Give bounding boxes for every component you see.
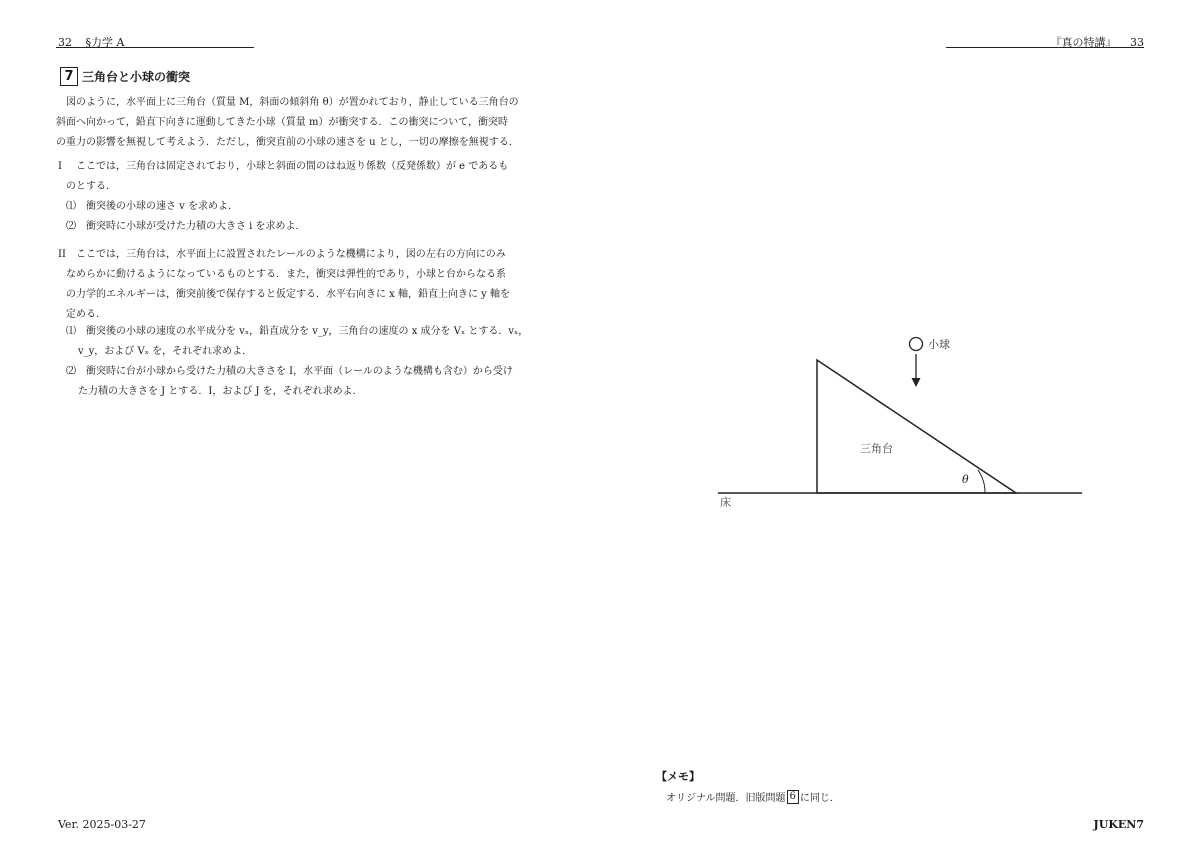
ball-label: 小球 (928, 338, 950, 351)
part2-line: の力学的エネルギーは，衝突前後で保存すると仮定する．水平右向きに x 軸，鉛直上向きに y 軸を (66, 289, 511, 300)
right-book-title: 『真の特講』 (1050, 36, 1117, 49)
memo-text-before: オリジナル問題．旧版問題 (666, 793, 786, 804)
left-page-number: 32 (58, 36, 72, 49)
angle-label: θ (962, 473, 969, 486)
brand-label: JUKEN7 (1093, 818, 1144, 831)
part1-question-1: ⑴ 衝突後の小球の速さ v を求めよ． (66, 201, 239, 212)
memo-text-after: に同じ． (799, 793, 840, 804)
part2-questions (66, 322, 528, 402)
floor-label: 床 (720, 496, 731, 509)
intro-line: の重力の影響を無視して考えよう．ただし，衝突直前の小球の速さを u とし，一切の摩擦を無視する． (56, 137, 519, 148)
problem-title: 三角台と小球の衝突 (82, 70, 191, 84)
part2-line: ここでは，三角台は，水平面上に設置されたレールのような機構により，図の左右の方向にのみ (76, 249, 506, 260)
part2-label: II (58, 249, 66, 260)
angle-arc (978, 470, 985, 493)
part1-label: I (58, 161, 62, 172)
part2-question-1-line: ⑴ 衝突後の小球の速度の水平成分を vₓ，鉛直成分を v_y，三角台の速度の x 成分を Vₓ とする．vₓ， (66, 326, 529, 337)
part1-question-2: ⑵ 衝突時に小球が受けた力積の大きさ i を求めよ． (66, 221, 306, 232)
memo-body (666, 789, 840, 804)
part1-questions (66, 197, 306, 237)
wedge-figure (700, 320, 1100, 520)
part1-statement (66, 157, 509, 197)
ball-circle (910, 338, 923, 351)
problem-heading (60, 67, 190, 86)
velocity-arrow-head (912, 378, 921, 387)
part2-question-2-line: ⑵ 衝突時に台が小球から受けた力積の大きさを I，水平面（レールのような機構も含む）から受け (66, 366, 513, 377)
version-label: Ver. 2025-03-27 (58, 818, 146, 831)
intro-line: 斜面へ向かって，鉛直下向きに運動してきた小球（質量 m）が衝突する．この衝突について，衝突時 (56, 117, 509, 128)
part2-statement (66, 245, 511, 325)
left-section-title: §力学 A (85, 36, 125, 49)
part2-line: 定める． (66, 309, 106, 320)
problem-number-box: 7 (60, 67, 78, 86)
part1-line: ここでは，三角台は固定されており，小球と斜面の間のはね返り係数（反発係数）が e であるも (76, 161, 509, 172)
right-header-rule (946, 47, 1144, 48)
problem-intro (56, 93, 519, 153)
part2-question-1-line: v_y，および Vₓ を，それぞれ求めよ． (78, 346, 253, 357)
right-page-number: 33 (1130, 36, 1144, 49)
wedge-label: 三角台 (860, 442, 893, 455)
left-header-rule (56, 47, 254, 48)
intro-line: 図のように，水平面上に三角台（質量 M，斜面の傾斜角 θ）が置かれており，静止している三角台の (66, 97, 519, 108)
part2-question-2-line: た力積の大きさを J とする．I，および J を，それぞれ求めよ． (78, 386, 363, 397)
memo-title: 【メモ】 (656, 770, 700, 783)
part2-line: なめらかに動けるようになっているものとする．また，衝突は弾性的であり，小球と台からなる系 (66, 269, 506, 280)
memo-boxed-number: 6 (787, 790, 799, 804)
part1-line: のとする． (66, 181, 116, 192)
